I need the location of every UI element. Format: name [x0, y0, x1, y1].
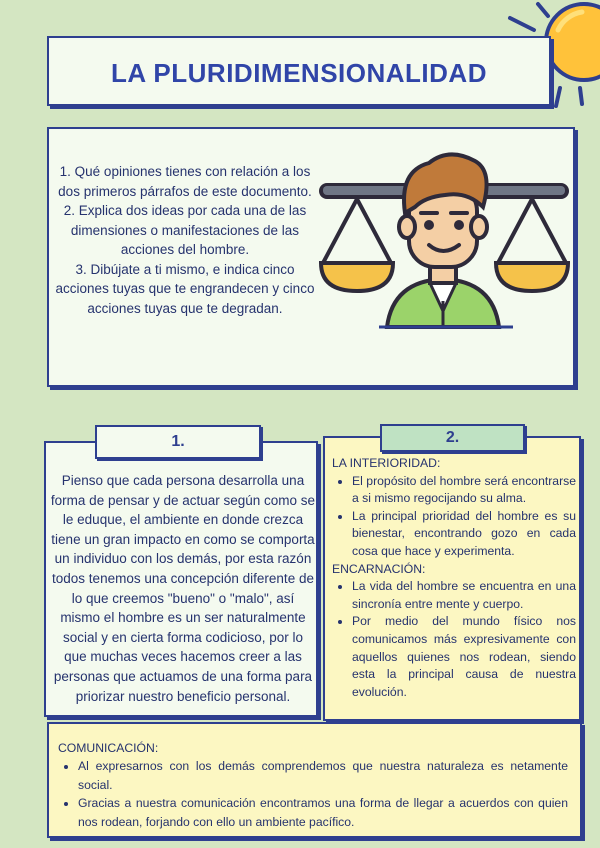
title-box: [47, 36, 551, 106]
answer-2-tag: 2.: [380, 424, 525, 452]
list-item: • El propósito del hombre será encontrarse a si mismo regocijando su alma.: [352, 473, 576, 508]
comunicacion-list: [58, 757, 568, 831]
list-item: • Gracias a nuestra comunicación encontramos una forma de llegar a acuerdos con quien nos rodean, forjando con ello un ambiente pacífico.: [78, 794, 568, 831]
question-1: 1. Qué opiniones tienes con relación a los dos primeros párrafos de este documento.: [58, 164, 312, 199]
answer-1-tag: 1.: [95, 425, 261, 459]
questions-box: [47, 127, 575, 387]
list-item: • La vida del hombre se encuentra en una sincronía entre mente y cuerpo.: [352, 578, 576, 613]
man-with-scales-illustration: [317, 141, 572, 331]
list-item: • La principal prioridad del hombre es su bienestar, encontrando gozo en cada cosa que hace y experimenta.: [352, 508, 576, 561]
interioridad-title: LA INTERIORIDAD:: [332, 456, 441, 470]
interioridad-list: [332, 473, 576, 561]
encarnacion-title: ENCARNACIÓN:: [332, 561, 426, 576]
encarnacion-list: [332, 578, 576, 701]
questions-list: [54, 162, 316, 318]
answer-2-box: [323, 436, 581, 721]
answer-1-text: Pienso que cada persona desarrolla una forma de pensar y de actuar según como se le eduque, el ambiente en donde crezca tiene un gran impacto en como se comporta un individuo con los demás, por esta razón todos tenemos una concepción diferente de lo que creemos "bueno" o "malo", así mismo el hombre es un ser naturalmente social y en cierta forma codicioso, por lo que muchas veces hacemos creer a las personas que actuamos de una forma para priorizar nuestro beneficio personal.: [50, 473, 316, 704]
list-item: • Al expresarnos con los demás comprendemos que nuestra naturaleza es netamente social.: [78, 757, 568, 794]
question-2: 2. Explica dos ideas por cada una de las dimensiones o manifestaciones de las acciones del hombre.: [63, 203, 307, 257]
answer-1-box: [44, 441, 318, 717]
answer-3-box: [47, 722, 582, 838]
comunicacion-title: COMUNICACIÓN:: [58, 741, 159, 755]
page-title: LA PLURIDIMENSIONALIDAD: [111, 58, 487, 88]
list-item: • Por medio del mundo físico nos comunicamos más expresivamente con aquellos quienes nos rodean, siendo esta la principal causa de nuestra evolución.: [352, 613, 576, 701]
answer-3-content: [58, 739, 568, 831]
answer-2-content: [332, 455, 576, 701]
question-3: 3. Dibújate a ti mismo, e indica cinco acciones tuyas que te engrandecen y cinco acciones tuyas que te degradan.: [55, 261, 315, 316]
